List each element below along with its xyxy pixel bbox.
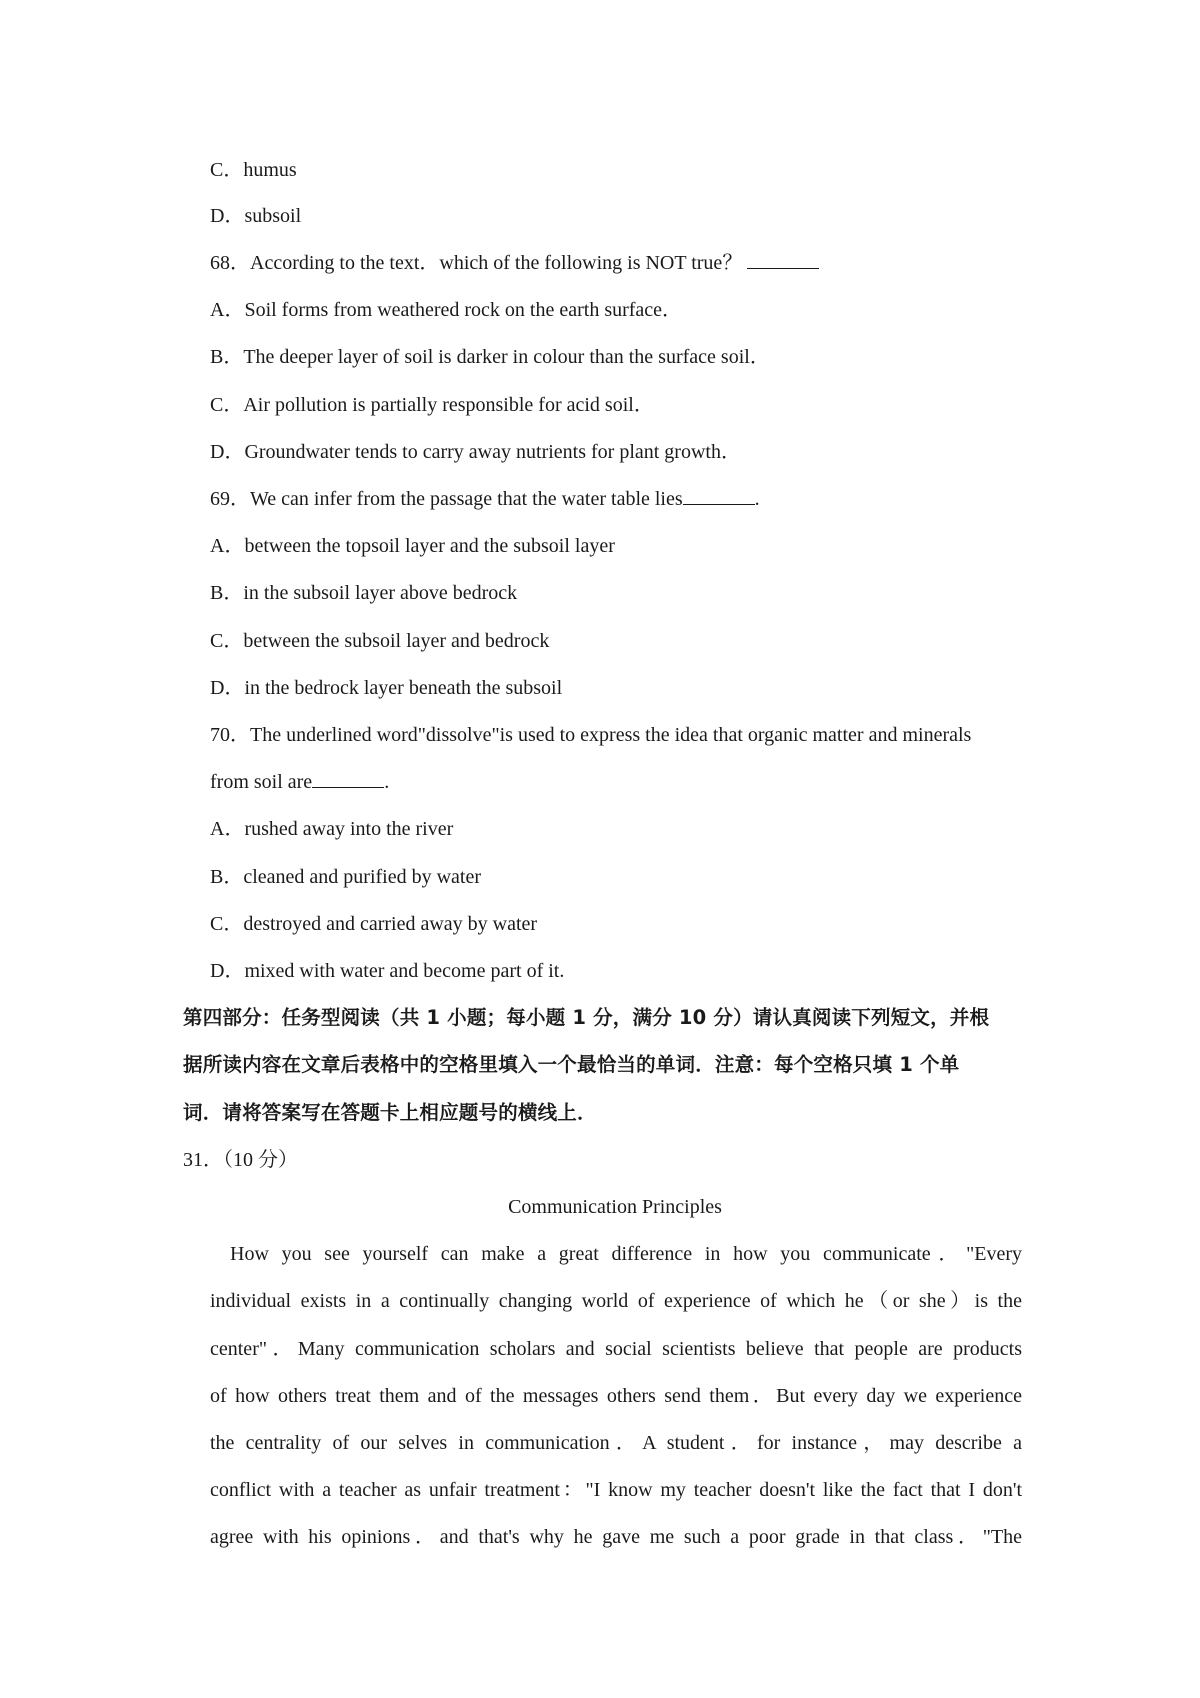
q69-stem [210, 486, 760, 512]
q69-option-c: C．between the subsoil layer and bedrock [210, 630, 550, 652]
q70-option-a: A．rushed away into the river [210, 818, 454, 840]
q68-option-d: D．Groundwater tends to carry away nutrients for plant growth． [210, 441, 741, 463]
q70-option-c: C．destroyed and carried away by water [210, 913, 538, 935]
q68-stem-text: 68．According to the text．which of the following is NOT true？ [210, 252, 743, 274]
part4-instruction-line2: 据所读内容在文章后表格中的空格里填入一个最恰当的单词．注意：每个空格只填 1 个单 [183, 1053, 960, 1076]
q70-answer-blank [312, 769, 384, 788]
q68-option-b: B．The deeper layer of soil is darker in colour than the surface soil． [210, 346, 770, 368]
passage-line-5: the centrality of our selves in communication．A student．for instance，may describe a [210, 1432, 1022, 1454]
q68-answer-blank [747, 250, 819, 269]
passage-line-1: How you see yourself can make a great difference in how you communicate．"Every [230, 1243, 1022, 1265]
q70-stem-line1: 70．The underlined word"dissolve"is used to express the idea that organic matter and minerals [210, 724, 972, 746]
q70-option-b: B．cleaned and purified by water [210, 866, 482, 888]
q68-stem [210, 250, 819, 276]
passage-line-4: of how others treat them and of the messages others send them．But every day we experience [210, 1385, 1022, 1407]
q70-stem-line2 [210, 769, 389, 795]
q67-option-c: C．humus [210, 159, 297, 181]
q69-option-b: B．in the subsoil layer above bedrock [210, 582, 518, 604]
q70-option-d: D．mixed with water and become part of it. [210, 960, 565, 982]
q69-answer-blank [683, 486, 755, 505]
q70-stem-end: . [384, 771, 390, 793]
q68-option-c: C．Air pollution is partially responsible for acid soil． [210, 394, 654, 416]
q69-stem-text: 69．We can infer from the passage that the water table lies [210, 488, 683, 510]
q70-stem-text: from soil are [210, 771, 313, 793]
passage-line-2: individual exists in a continually changing world of experience of which he（or she）is the [210, 1290, 1022, 1312]
q68-option-a: A．Soil forms from weathered rock on the earth surface． [210, 299, 683, 321]
q69-stem-end: . [754, 488, 760, 510]
passage-line-7: agree with his opinions．and that's why he gave me such a poor grade in that class．"The [210, 1526, 1022, 1548]
part4-instruction-line1: 第四部分：任务型阅读（共 1 小题；每小题 1 分，满分 10 分）请认真阅读下列短文，并根 [183, 1006, 990, 1029]
q67-option-d: D．subsoil [210, 205, 302, 227]
question-31-number: 31．（10 分） [183, 1149, 298, 1171]
q69-option-d: D．in the bedrock layer beneath the subsoil [210, 677, 563, 699]
passage-line-6: conflict with a teacher as unfair treatment："I know my teacher doesn't like the fact that I don't [210, 1479, 1022, 1501]
part4-instruction-line3: 词．请将答案写在答题卡上相应题号的横线上． [183, 1101, 597, 1124]
q69-option-a: A．between the topsoil layer and the subsoil layer [210, 535, 615, 557]
passage-title: Communication Principles [508, 1196, 722, 1218]
passage-line-3: center"．Many communication scholars and social scientists believe that people are products [210, 1338, 1022, 1360]
